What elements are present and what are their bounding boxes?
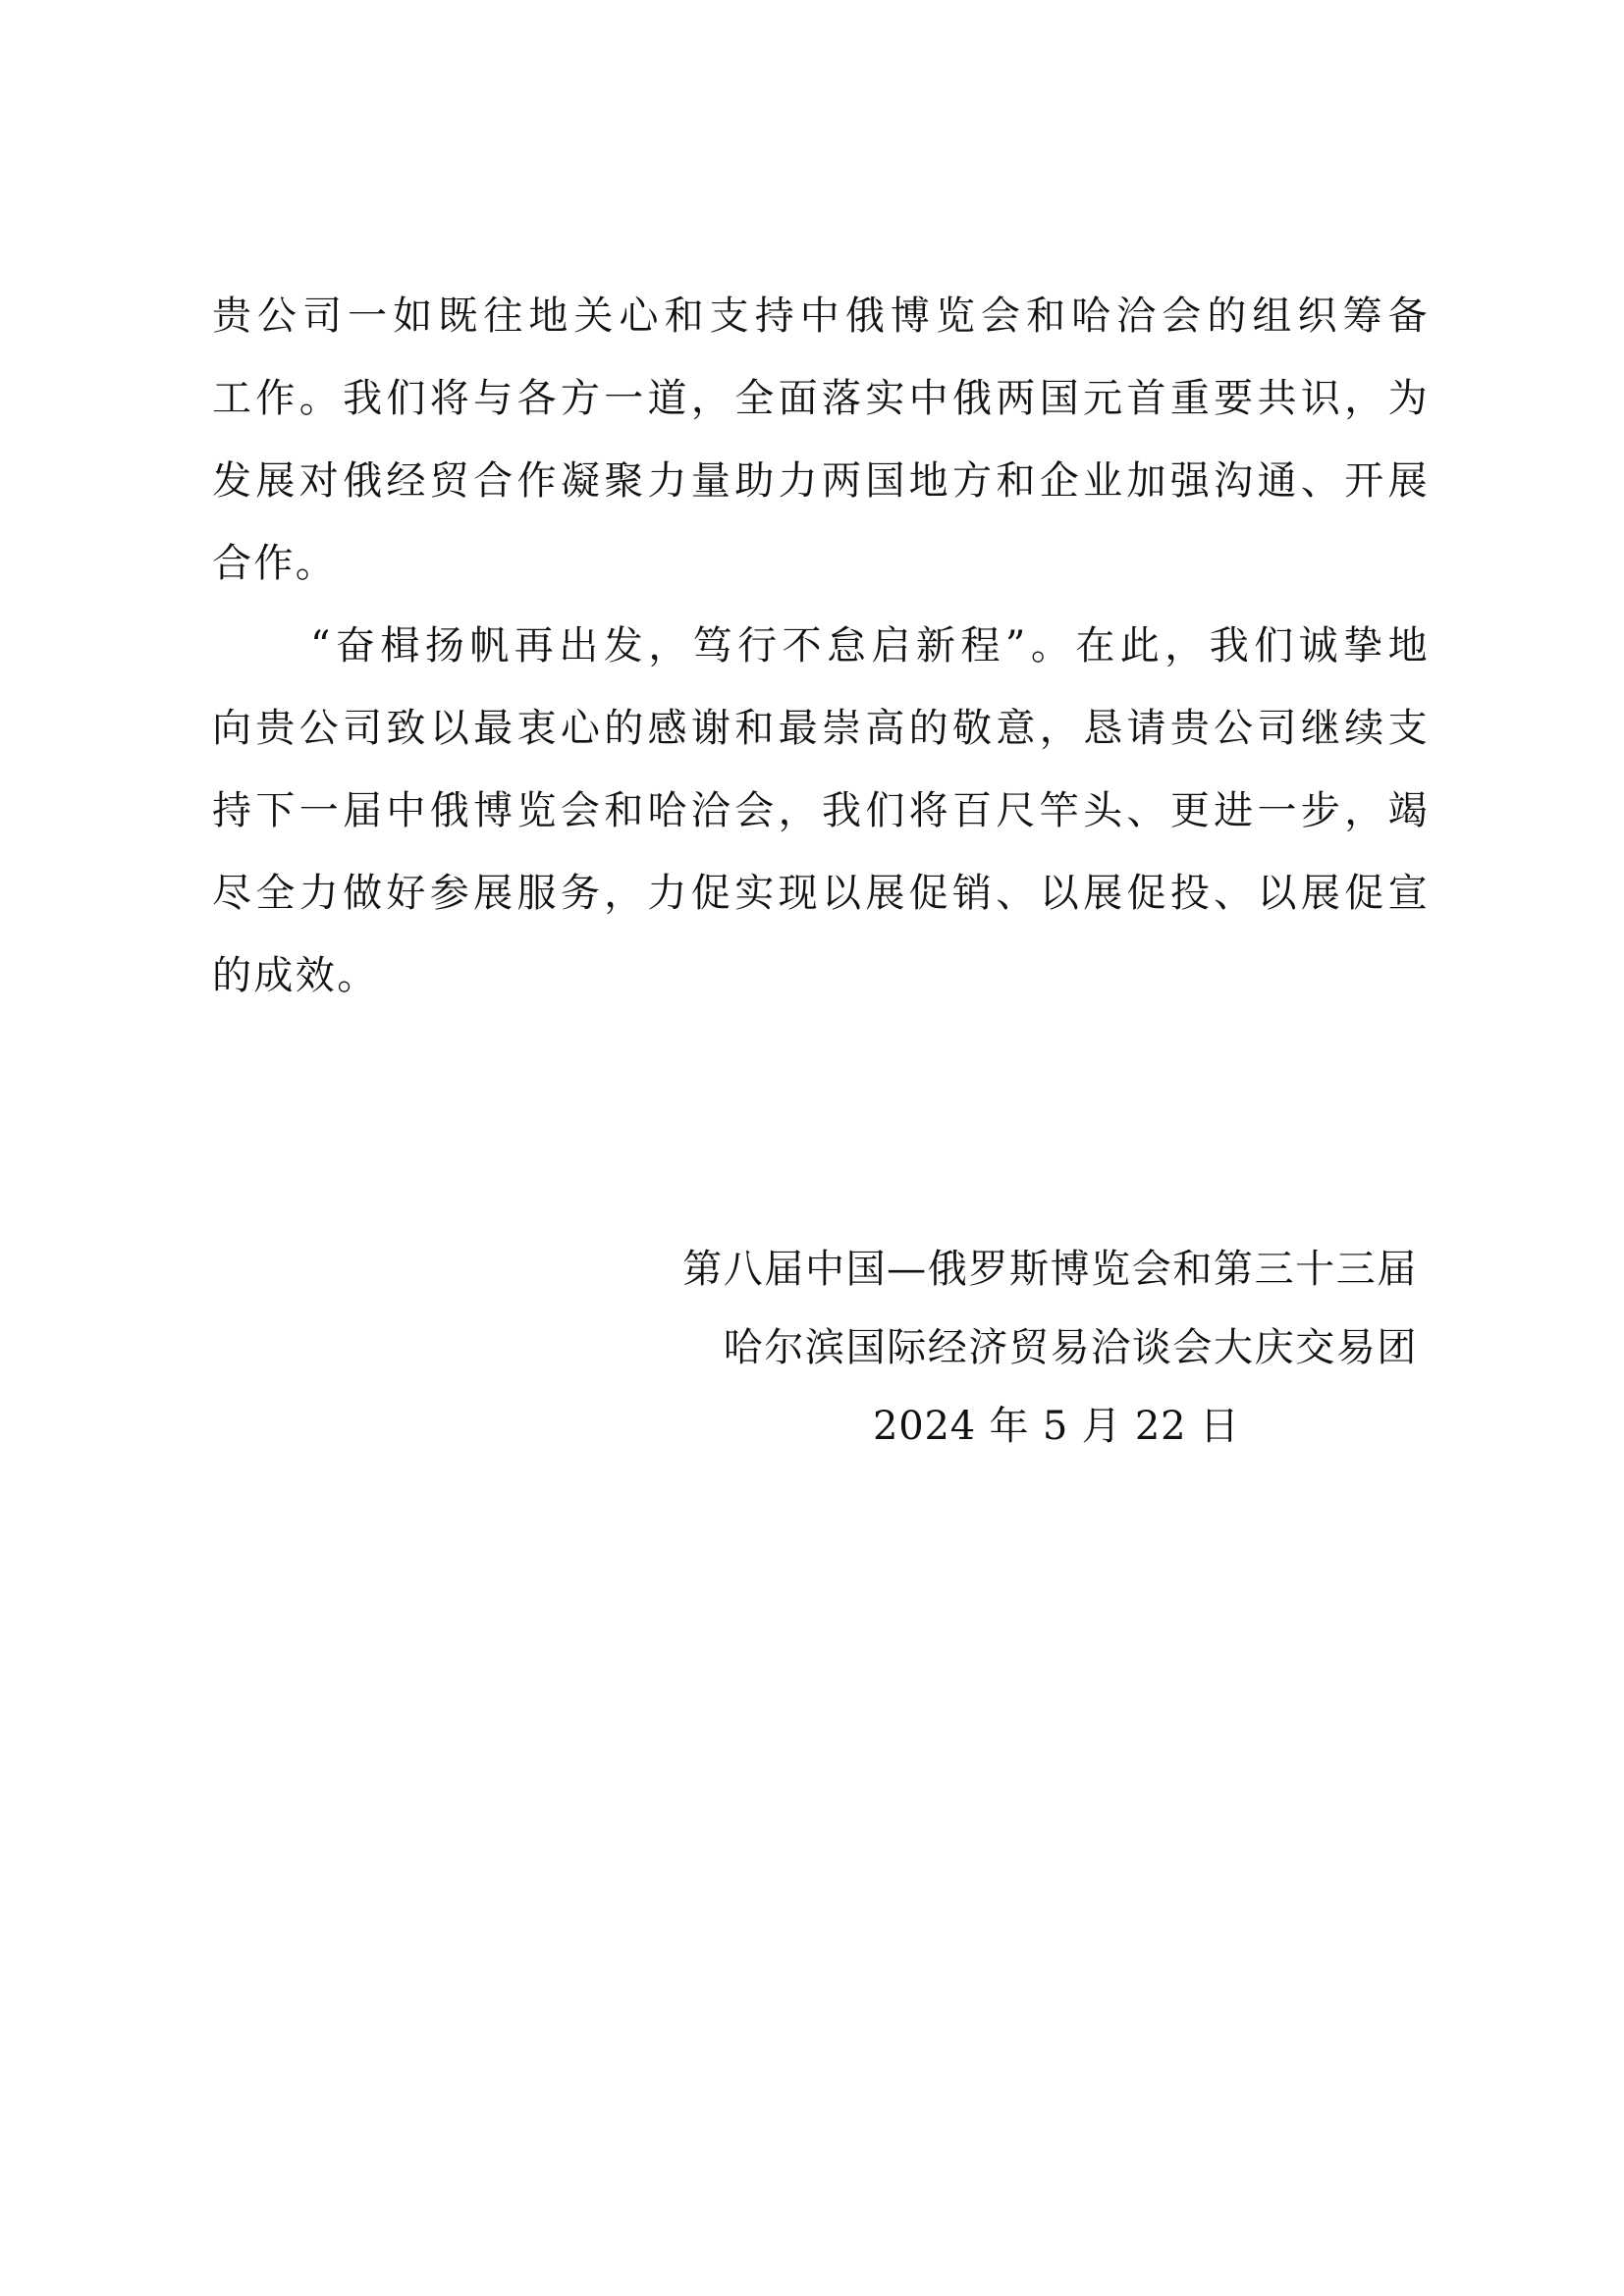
- paragraph-line: 工作。我们将与各方一道，全面落实中俄两国元首重要共识，为: [212, 376, 1430, 421]
- paragraph-line: 尽全力做好参展服务，力促实现以展促销、以展促投、以展促宣: [212, 871, 1430, 916]
- paragraph-line: 向贵公司致以最衷心的感谢和最崇高的敬意，恳请贵公司继续支: [212, 706, 1430, 751]
- paragraph-line: 的成效。: [212, 953, 379, 998]
- paragraph-line: 贵公司一如既往地关心和支持中俄博览会和哈洽会的组织筹备: [212, 294, 1430, 339]
- paragraph-line: 合作。: [212, 541, 338, 586]
- signature-organization-line2: 哈尔滨国际经济贸易洽谈会大庆交易团: [723, 1325, 1418, 1370]
- signature-block: [589, 1230, 1418, 1449]
- signature-organization-line1: 第八届中国—俄罗斯博览会和第三十三届: [682, 1247, 1418, 1292]
- paragraph-line: “奋楫扬帆再出发，笃行不怠启新程”。在此，我们诚挚地: [310, 623, 1430, 668]
- letter-body: [212, 283, 1430, 1025]
- paragraph-line: 持下一届中俄博览会和哈洽会，我们将百尺竿头、更进一步，竭: [212, 788, 1430, 833]
- paragraph-line: 发展对俄经贸合作凝聚力量助力两国地方和企业加强沟通、开展: [212, 458, 1430, 504]
- signature-date: 2024 年 5 月 22 日: [873, 1404, 1240, 1449]
